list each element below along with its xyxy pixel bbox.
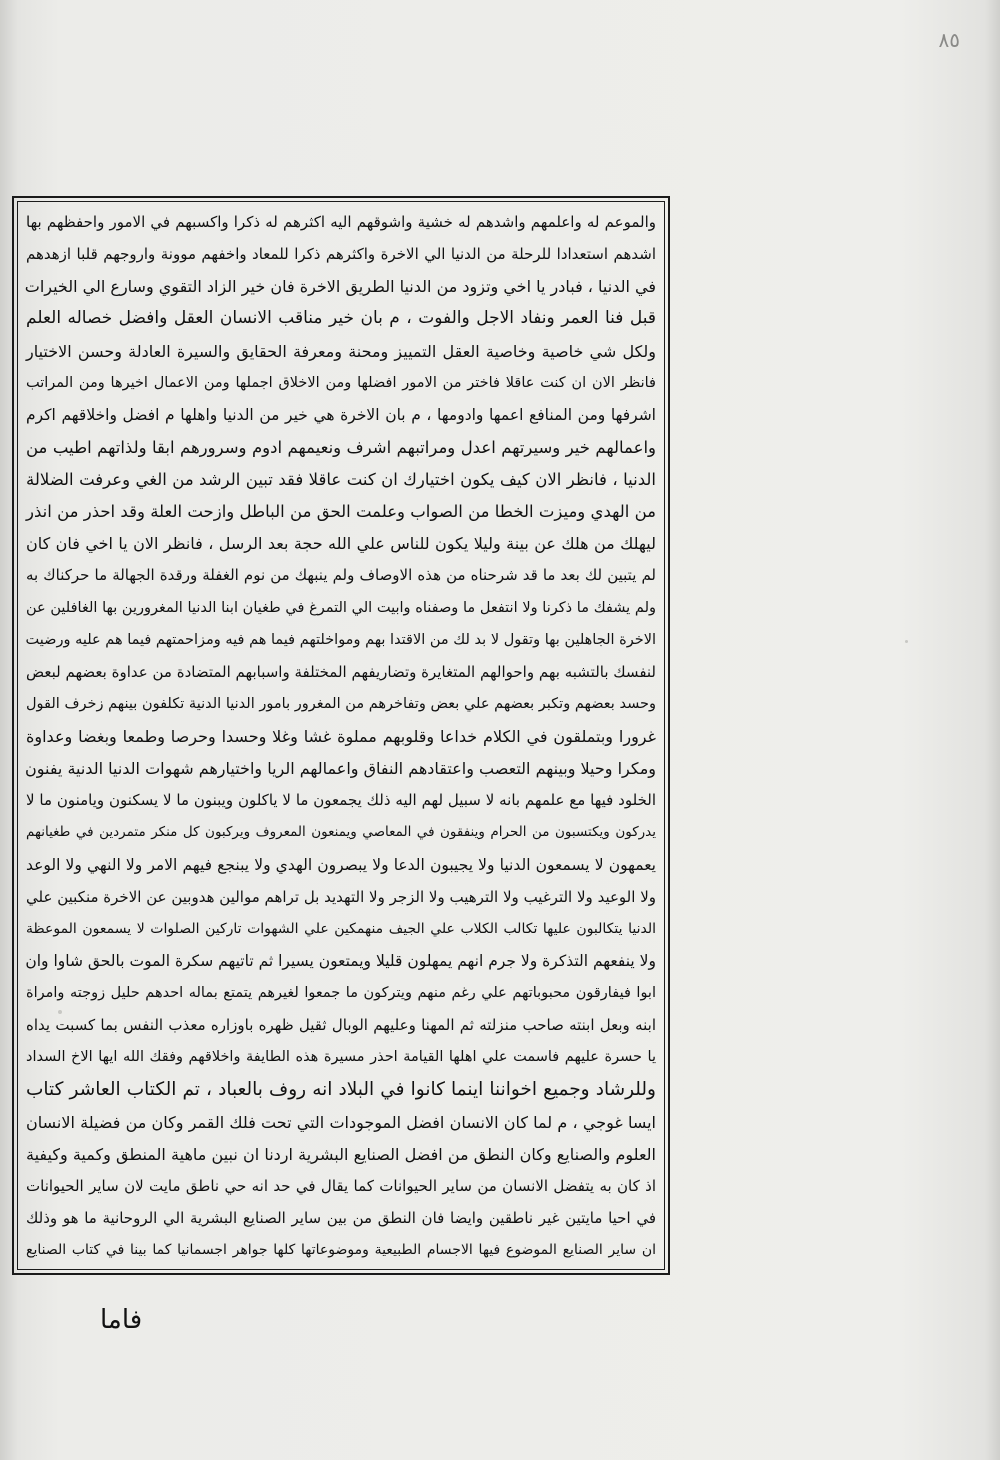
manuscript-line: قبل فنا العمر ونفاد الاجل والفوت ، م بان خير مناقب الانسان العقل وافضل خصاله العلم [26,308,656,329]
manuscript-line: اذ كان به يتفضل الانسان من ساير الحيوانات كما يقال في حد انه حي ناطق مايت لان ساير الحيوانات [26,1176,656,1195]
manuscript-line: الدنيا ، فانظر الان كيف يكون اختيارك ان كنت عاقلا فقد تبين الرشد من الغي وعرفت الضلالة [26,470,656,489]
manuscript-line: العلوم والصنايع وكان النطق من افضل الصنايع البشرية اردنا ان نبين ماهية المنطق وكمية وكيفية [26,1144,656,1164]
manuscript-line: ابوا فيفارقون محبوباتهم علي رغم منهم ويتركون ما جمعوا لغيرهم يتمتع بماله احدهم حليل زوجته وامراة [26,985,656,1001]
manuscript-line: غرورا وبتملقون في الكلام خداعا وقلوبهم مملوة غشا وغلا وحسدا وحرصا وطمعا وبغضا وعداوة [26,727,656,746]
manuscript-line: فانظر الان ان كنت عاقلا فاختر من الامور افضلها ومن الاخلاق اجملها ومن الاعمال اخيرها ومن المراتب [26,374,656,391]
manuscript-text-block [22,206,660,1266]
manuscript-line: ايسا غوجي ، م لما كان الانسان افضل الموجودات التي تحت فلك القمر وكان من فضيلة الانسان [26,1112,656,1132]
manuscript-line: اشرفها ومن المنافع اعمها وادومها ، م بان الاخرة هي خير من الدنيا واهلها م افضل واخلاقهم اكرم [26,405,656,424]
manuscript-line: ليهلك من هلك عن بينة وليلا يكون للناس علي الله حجة بعد الرسل ، فانظر الان يا اخي فان كان [26,534,656,554]
manuscript-line: الاخرة الجاهلين بها وتقول لا بد لك من الاقتدا بهم ومواخلتهم فيما هم فيه ومزاحمتهم فيما هم عليه ورضيت [25,631,656,648]
ink-speck [905,640,908,643]
manuscript-line: ابنه وبعل ابنته صاحب منزلته ثم المهنا وعليهم الوبال ثقيل ظهره باوزاره معذب النفس بما كسبت يداه [26,1016,656,1035]
manuscript-line: لم يتبين لك بعد ما قد شرحناه من هذه الاوصاف ولم ينبهك من نوم الغفلة ورقدة الجهالة ما حركناك به [26,566,656,585]
manuscript-line: ولم يشفك ما ذكرنا ولا انتفعل ما وصفناه وابيت الي التمرغ في طغيان ابنا الدنيا المغرورين بها الغافلين عن [26,599,656,616]
manuscript-line: ولا ينفعهم التذكرة ولا جرم انهم يمهلون قليلا ويمتعون يسيرا ثم تاتيهم سكرة الموت بالحق شاوا وان [25,951,656,970]
manuscript-line: ولا الوعيد ولا الترغيب ولا الترهيب ولا الزجر ولا التهديد بل تراهم موالين هدوبين عن الاخرة منكبين علي [26,887,656,906]
folio-number: ٨٥ [938,28,960,52]
manuscript-line: يعمهون لا يسمعون الدنيا ولا يجيبون الدعا ولا يبصرون الهدي ولا يبنجع فيهم الامر ولا النهي ولا الوعد [26,855,656,874]
manuscript-line: الدنيا يتكالبون عليها تكالب الكلاب علي الجيف منهمكين علي الشهوات تاركين الصلوات لا يسمعون الموعظة [26,920,656,937]
manuscript-line: من الهدي وميزت الخطا من الصواب وعلمت الحق من الباطل وازحت العلة وقد احذر من انذر [26,502,656,522]
manuscript-line: يا حسرة عليهم فاسمت علي اهلها القيامة احذر مسيرة هذه الطايفة واخلاقهم وفقك الله ايها الاخ السداد [26,1049,656,1066]
manuscript-line: ان ساير الصنايع الموضوع فيها الاجسام الطبيعية وموضوعاتها كلها جواهر اجسمانيا كما بينا في كتاب الصنايع [26,1242,656,1258]
manuscript-line: وللرشاد وجميع اخواننا اينما كانوا في البلاد انه روف بالعباد ، تم الكتاب العاشر كتاب [26,1079,656,1101]
manuscript-line: واعمالهم خير وسيرتهم اعدل ومراتبهم اشرف ونعيمهم ادوم وسرورهم ابقا ولذاتهم اطيب من [26,437,656,457]
manuscript-line: وحسد بعضهم وتكبر بعضهم علي بعض وتفاخرهم من المغرور بامور الدنيا الدنية تكلفون بينهم زخرف القول [26,695,656,712]
manuscript-line: في الدنيا ، فبادر يا اخي وتزود من الدنيا الطريق الاخرة فان خير الزاد التقوي وسارع الي الخيرات [24,277,656,297]
manuscript-line: لنفسك بالتشبه بهم واحوالهم المتغايرة وتضاريفهم المختلفة واسبابهم المتضادة من عداوة بعضهم لبعض [26,662,656,681]
manuscript-line: ومكرا وحيلا وبينهم التعصب واعتقادهم النفاق واعمالهم الريا واختيارهم شهوات الدنيا الدنية يفنون [24,759,656,779]
manuscript-line: والموعم له واعلمهم واشدهم له خشية واشوقهم اليه اكثرهم له ذكرا واكسبهم في الامور واحفظهم بها [26,213,656,231]
manuscript-line: ولكل شي خاصية وخاصية العقل التمييز ومحنة ومعرفة الحقايق والسيرة العادلة وحسن الاختيار [26,341,656,361]
manuscript-line: يدركون ويكتسبون من الحرام وينفقون في المعاصي ويمنعون المعروف ويركبون كل منكر متمردين في طغيانهم [26,824,656,841]
manuscript-line: الخلود فيها مع علمهم بانه لا سبيل لهم اليه ذلك يجمعون ما لا ياكلون ويبنون ما لا يسكنون ويامنون ما لا [26,791,656,810]
manuscript-line: اشدهم استعدادا للرحلة من الدنيا الي الاخرة واكثرهم ذكرا للمعاد واخفهم موونة واروجهم قلبا ازهدهم [26,245,656,264]
manuscript-line: في احيا مايتين غير ناطقين وايضا فان النطق من بين ساير الصنايع البشرية الي الروحانية ما هو وذلك [26,1208,656,1227]
catchword: فاما [100,1305,143,1335]
